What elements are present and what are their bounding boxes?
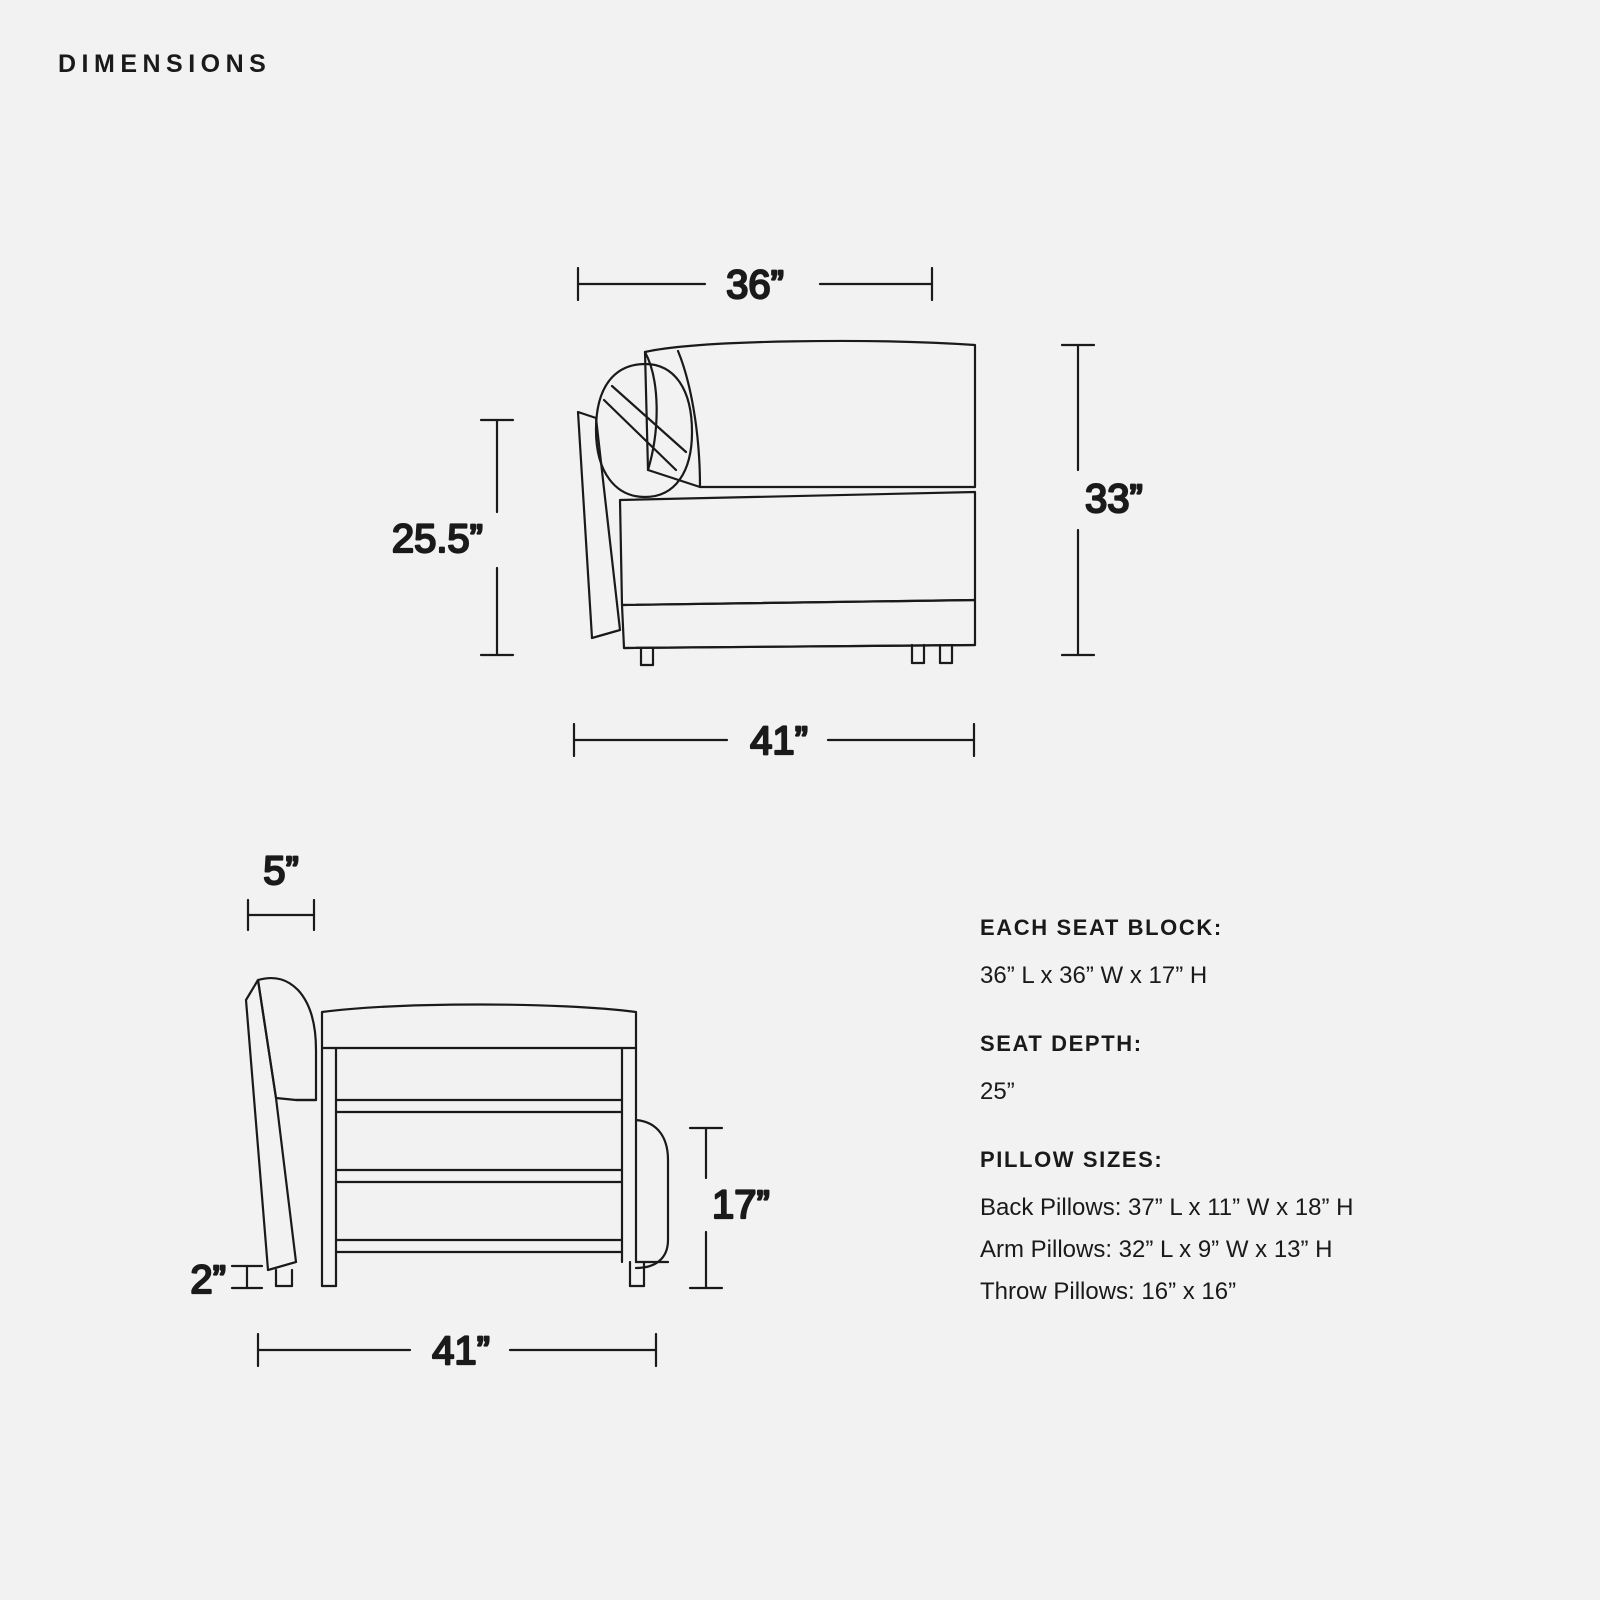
- spec-group-pillow-sizes: [980, 1147, 1540, 1313]
- spec-line-seat-depth: 25”: [980, 1078, 1015, 1105]
- spec-heading-seat-depth: SEAT DEPTH:: [980, 1031, 1143, 1056]
- dim-label-2: 2”: [190, 1258, 226, 1302]
- side-view-drawing: [246, 978, 668, 1286]
- dim-label-33: 33”: [1085, 477, 1143, 521]
- dim-label-5: 5”: [263, 849, 299, 893]
- dim-label-36: 36”: [726, 263, 784, 307]
- dim-label-25-5: 25.5”: [391, 517, 483, 561]
- spec-line-back-pillows: Back Pillows: 37” L x 11” W x 18” H: [980, 1194, 1354, 1221]
- spec-line-arm-pillows: Arm Pillows: 32” L x 9” W x 13” H: [980, 1236, 1333, 1263]
- dim-label-41-front: 41”: [750, 719, 808, 763]
- dim-side-back-lean: [248, 900, 314, 930]
- spec-heading-seat-block: EACH SEAT BLOCK:: [980, 915, 1223, 940]
- dim-label-41-side: 41”: [432, 1329, 490, 1373]
- dim-label-17: 17”: [712, 1183, 770, 1227]
- spec-heading-pillow-sizes: PILLOW SIZES:: [980, 1147, 1164, 1172]
- spec-list: [980, 915, 1540, 1347]
- spec-group-seat-depth: [980, 1031, 1540, 1113]
- dim-side-leg-height: [232, 1266, 262, 1288]
- page-title: DIMENSIONS: [58, 50, 272, 78]
- spec-line-seat-block: 36” L x 36” W x 17” H: [980, 962, 1208, 989]
- dim-front-seat-back-height: [481, 420, 513, 655]
- front-view-drawing: [578, 341, 975, 665]
- spec-line-throw-pillows: Throw Pillows: 16” x 16”: [980, 1278, 1237, 1305]
- spec-group-seat-block: [980, 915, 1540, 997]
